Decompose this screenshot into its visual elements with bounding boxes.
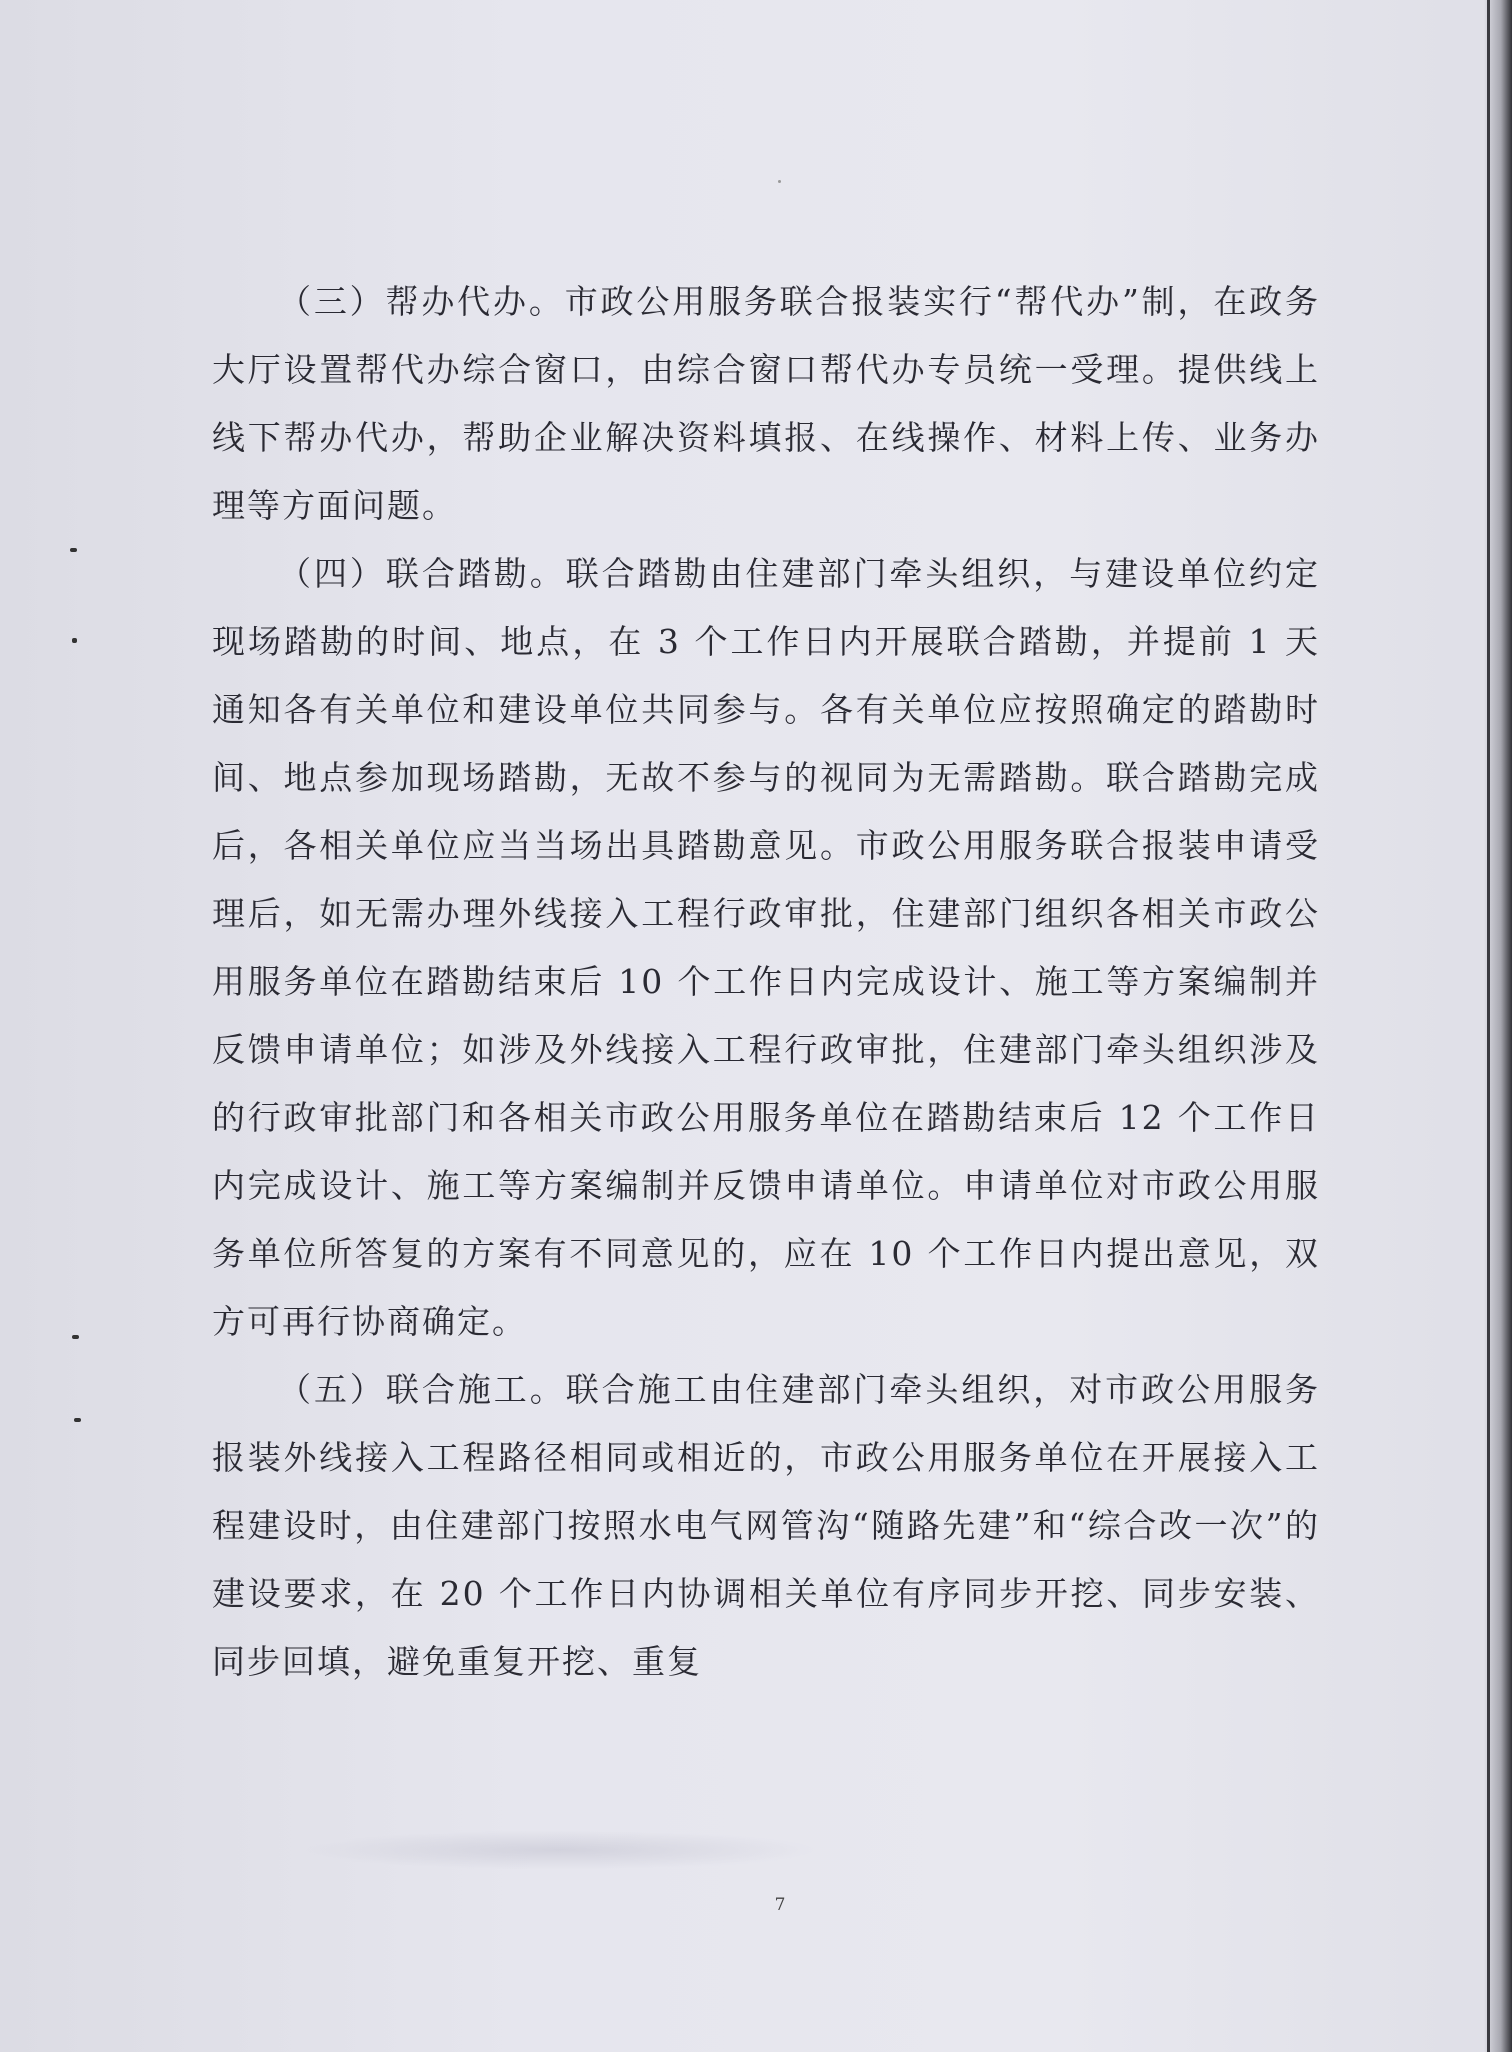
- scan-smudge: [300, 1830, 820, 1870]
- body-text: [212, 268, 1320, 1696]
- paragraph-heading: （四）联合踏勘。: [278, 554, 566, 593]
- paragraph-body: 联合施工由住建部门牵头组织，对市政公用服务报装外线接入工程路径相同或相近的，市政公用服务单位在开展接入工程建设时，由住建部门按照水电气网管沟“随路先建”和“综合改一次”的建设要求，在 20 个工作日内协调相关单位有序同步开挖、同步安装、同步回填，避免重复开挖、重复: [212, 1370, 1321, 1681]
- paragraph-heading: （三）帮办代办。: [278, 282, 565, 321]
- margin-mark: [72, 638, 77, 643]
- page-number: 7: [774, 1895, 786, 1915]
- paragraph-body: 市政公用服务联合报装实行“帮代办”制，在政务大厅设置帮代办综合窗口，由综合窗口帮代办专员统一受理。提供线上线下帮办代办，帮助企业解决资料填报、在线操作、材料上传、业务办理等方面问题。: [212, 282, 1321, 525]
- margin-mark: [70, 548, 77, 552]
- margin-mark: [72, 1335, 79, 1339]
- paragraph-body: 联合踏勘由住建部门牵头组织，与建设单位约定现场踏勘的时间、地点，在 3 个工作日内开展联合踏勘，并提前 1 天通知各有关单位和建设单位共同参与。各有关单位应按照确定的踏勘时间、地点参加现场踏勘，无故不参与的视同为无需踏勘。联合踏勘完成后，各相关单位应当当场出具踏勘意见。市政公用服务联合报装申请受理后，如无需办理外线接入工程行政审批，住建部门组织各相关市政公用服务单位在踏勘结束后 10 个工作日内完成设计、施工等方案编制并反馈申请单位；如涉及外线接入工程行政审批，住建部门牵头组织涉及的行政审批部门和各相关市政公用服务单位在踏勘结束后 12 个工作日内完成设计、施工等方案编制并反馈申请单位。申请单位对市政公用服务单位所答复的方案有不同意见的，应在 10 个工作日内提出意见，双方可再行协商确定。: [212, 554, 1321, 1341]
- paragraph-heading: （五）联合施工。: [278, 1370, 566, 1409]
- paragraph-4: [212, 540, 1320, 1356]
- scan-edge-line: [1487, 0, 1490, 2052]
- paragraph-3: [212, 268, 1320, 540]
- scan-speck: [778, 180, 781, 183]
- margin-mark: [74, 1418, 81, 1422]
- paragraph-5: [212, 1356, 1320, 1696]
